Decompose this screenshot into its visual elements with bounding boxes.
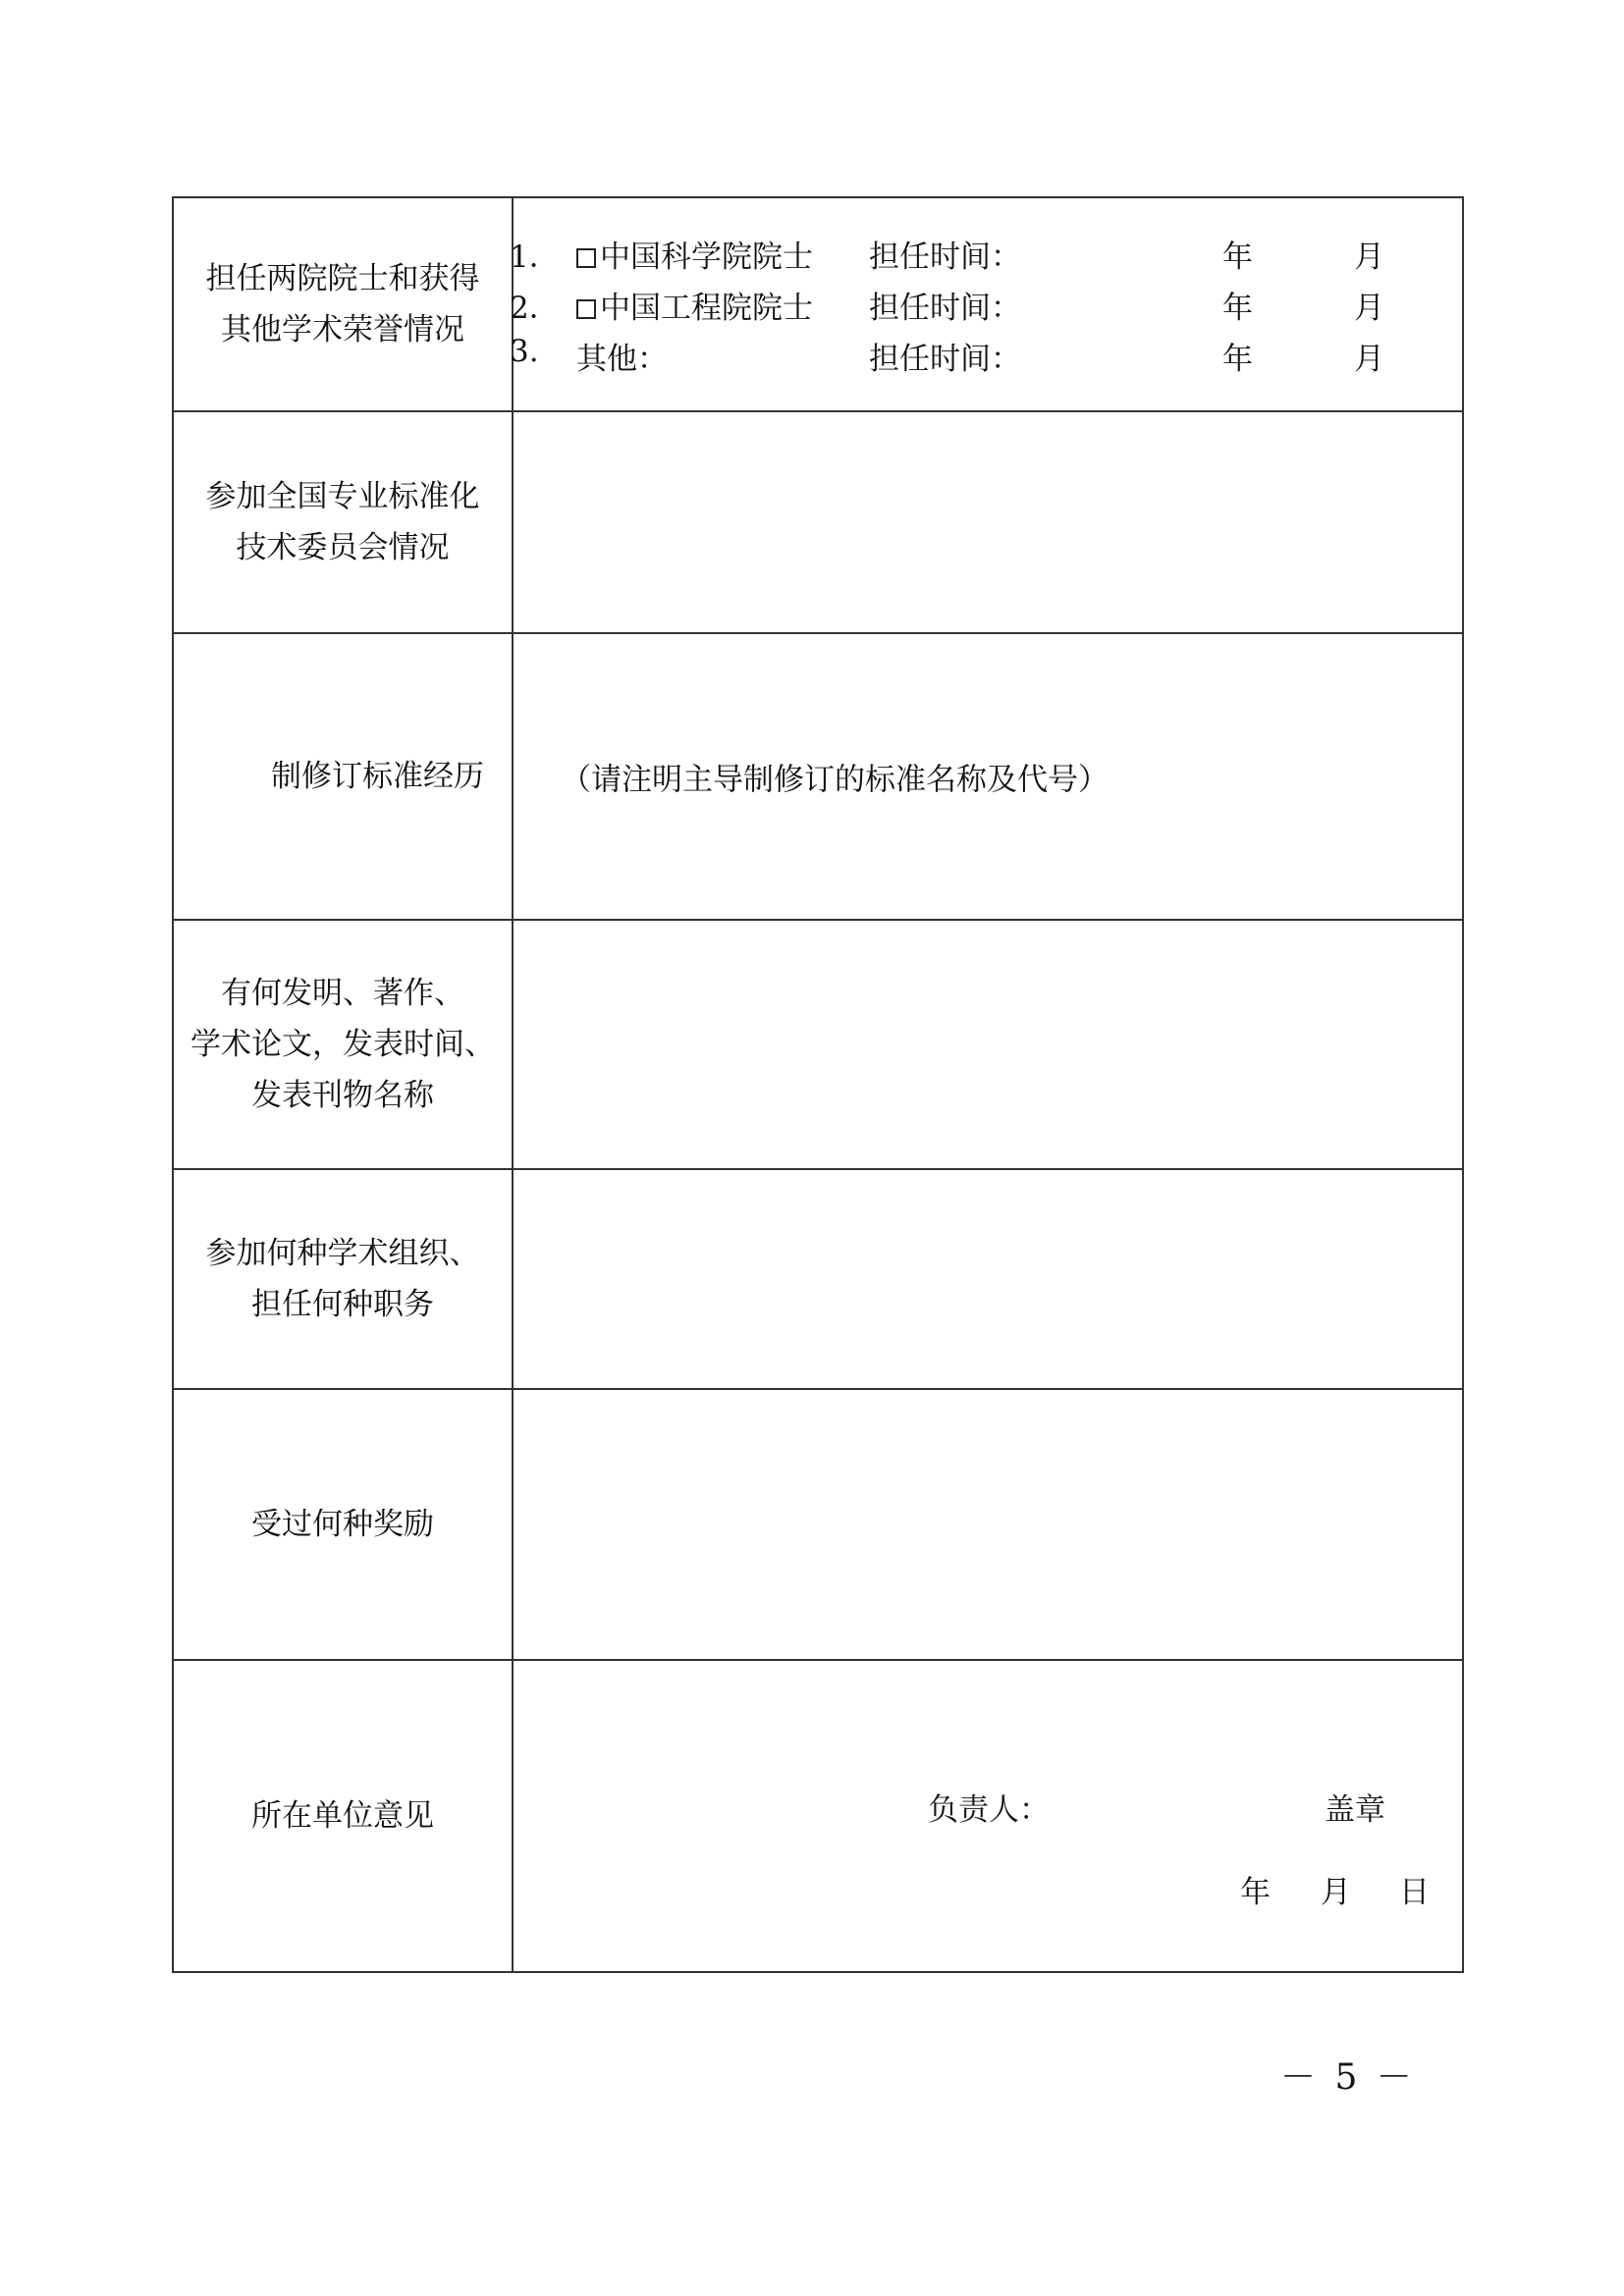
honor-item-academy-of-sciences	[510, 232, 1462, 281]
row-honors	[173, 197, 1463, 411]
content-honors[interactable]	[510, 197, 1463, 411]
label-academic-organizations	[173, 1169, 513, 1389]
content-awards[interactable]	[513, 1389, 1463, 1660]
row-unit-opinion	[173, 1660, 1463, 1972]
seal-label: 盖章	[1325, 1792, 1385, 1828]
opinion-area	[514, 1661, 1462, 1971]
content-unit-opinion[interactable]	[513, 1660, 1463, 1972]
label-line: 参加全国专业标准化	[205, 479, 480, 514]
honor-item-other	[510, 334, 1462, 383]
row-awards	[173, 1389, 1463, 1660]
label-awards	[173, 1389, 513, 1660]
honor-time-label: 担任时间：	[869, 291, 1021, 326]
responsible-person-label: 负责人：	[928, 1792, 1050, 1828]
label-standards-experience	[173, 633, 513, 920]
label-line: 发表刊物名称	[251, 1078, 434, 1113]
label-unit-opinion	[173, 1660, 513, 1972]
content-academic-organizations[interactable]	[513, 1169, 1463, 1389]
honor-list	[510, 198, 1462, 410]
honor-year: 年	[1222, 240, 1253, 275]
honor-index: 3.	[510, 334, 539, 369]
row-standards-experience	[173, 633, 1463, 920]
honor-name-wrapper	[576, 283, 813, 327]
application-form-table	[172, 196, 1464, 1973]
label-publications	[173, 920, 513, 1169]
label-line: 受过何种奖励	[251, 1507, 434, 1542]
label-line: 参加何种学术组织、	[205, 1236, 480, 1271]
opinion-day: 日	[1399, 1875, 1430, 1910]
honor-name: 中国工程院院士	[600, 291, 813, 326]
row-publications	[173, 920, 1463, 1169]
honor-time-label: 担任时间：	[869, 342, 1021, 377]
honor-month: 月	[1354, 342, 1384, 377]
opinion-month: 月	[1321, 1875, 1351, 1910]
honor-year: 年	[1222, 291, 1253, 326]
honor-month: 月	[1354, 291, 1384, 326]
row-standardization-committee	[173, 411, 1463, 633]
hint-text: （请注明主导制修订的标准名称及代号）	[561, 762, 1109, 798]
content-standardization-committee[interactable]	[513, 411, 1463, 633]
label-line: 技术委员会情况	[236, 530, 450, 565]
label-line: 其他学术荣誉情况	[221, 312, 464, 347]
row-academic-organizations	[173, 1169, 1463, 1389]
label-line: 学术论文，发表时间、	[190, 1027, 495, 1062]
honor-item-academy-of-engineering	[510, 283, 1462, 332]
label-line: 所在单位意见	[251, 1798, 434, 1834]
page-number: － 5 －	[1280, 2057, 1416, 2098]
label-standardization-committee	[173, 411, 513, 633]
honor-month: 月	[1354, 240, 1384, 275]
honor-name: 其他：	[576, 342, 668, 377]
honor-time-label: 担任时间：	[869, 240, 1021, 275]
honor-name: 中国科学院院士	[600, 240, 813, 275]
checkbox-icon[interactable]	[576, 248, 596, 268]
honor-index: 1．	[510, 240, 560, 275]
label-line: 制修订标准经历	[271, 759, 484, 794]
honor-name-wrapper	[576, 232, 813, 276]
label-line: 担任何种职务	[251, 1287, 434, 1322]
honor-year: 年	[1222, 342, 1253, 377]
label-line: 有何发明、著作、	[221, 976, 464, 1011]
content-publications[interactable]	[513, 920, 1463, 1169]
honor-index: 2．	[510, 291, 560, 326]
label-line: 担任两院院士和获得	[205, 261, 480, 296]
label-honors	[173, 197, 513, 411]
checkbox-icon[interactable]	[576, 299, 596, 319]
opinion-year: 年	[1240, 1875, 1271, 1910]
content-standards-experience[interactable]	[513, 633, 1463, 920]
